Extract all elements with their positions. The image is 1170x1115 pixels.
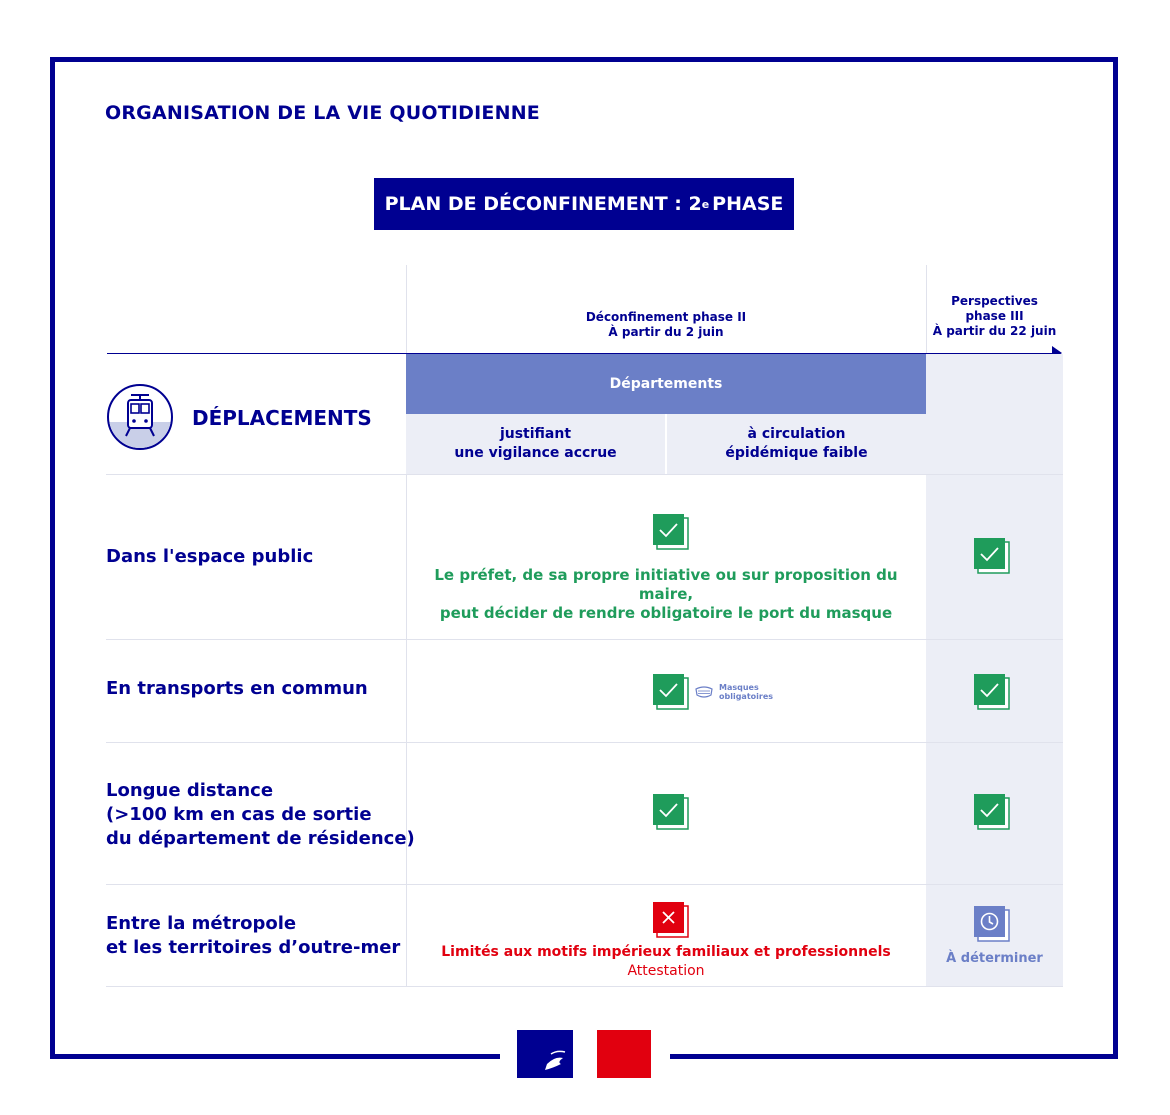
phase2-title: Déconfinement phase II [585,310,747,324]
phase3-subtitle: phase III [965,309,1024,323]
plan-banner-text: PLAN DE DÉCONFINEMENT : 2 [384,193,702,215]
phase3-header [926,294,1063,339]
row-label-line: Dans l'espace public [106,546,314,567]
phase2-header [406,310,926,340]
row-label-line: Entre la métropole [106,913,297,934]
row-divider-0 [106,474,1063,475]
row-label-line: et les territoires d’outre-mer [106,937,401,958]
section-title: ORGANISATION DE LA VIE QUOTIDIENNE [105,102,540,124]
row-divider-3 [106,884,1063,885]
status-a-determiner: À déterminer [946,951,1043,966]
masques-badge [693,683,773,701]
check-icon [653,794,689,830]
plan-banner-sup: e [701,197,710,211]
departements-header: Départements [406,354,926,414]
subcol-faible-line2: épidémique faible [725,445,868,461]
subcol-faible [667,414,926,474]
note-line-1: Le préfet, de sa propre initiative ou sur proposition du maire, [434,566,898,603]
plan-banner-after: PHASE [712,193,784,215]
masques-line2: obligatoires [719,692,774,701]
row-divider-1 [106,639,1063,640]
row-label-line: (>100 km en cas de sortie [106,804,372,825]
check-icon [974,538,1010,574]
note-attestation: Attestation [627,963,705,979]
note-outre-mer: Limités aux motifs impérieux familiaux et professionnels [441,944,891,960]
row-label-line: Longue distance [106,780,274,801]
subcol-vigilance [406,414,665,474]
clock-icon [974,906,1010,942]
row-label-espace-public [106,545,313,569]
row-label-outre-mer [106,912,400,960]
phase3-title: Perspectives [951,294,1038,308]
mask-icon [693,685,715,699]
row-label-line: En transports en commun [106,678,368,699]
subcol-vigilance-line1: justifiant [499,426,572,442]
marianne-logo [517,1030,651,1078]
subcol-faible-line1: à circulation [747,426,846,442]
subcol-vigilance-line2: une vigilance accrue [454,445,617,461]
phase3-column [926,354,1063,987]
check-icon [653,514,689,550]
note-line-2: peut décider de rendre obligatoire le port du masque [439,604,893,622]
check-icon [974,674,1010,710]
phase2-date: À partir du 2 juin [608,325,724,339]
row-divider-4 [106,986,1063,987]
row-divider-2 [106,742,1063,743]
check-icon [653,674,689,710]
tram-icon [107,384,173,450]
cross-icon [653,902,689,938]
row-label-longue-distance [106,779,415,851]
row-label-line: du département de résidence) [106,828,415,849]
row-label-transports [106,677,368,701]
phase3-date: À partir du 22 juin [932,324,1057,338]
plan-banner [374,178,794,230]
category-title: DÉPLACEMENTS [192,406,372,430]
note-espace-public [406,566,926,623]
check-icon [974,794,1010,830]
masques-line1: Masques [719,683,759,692]
